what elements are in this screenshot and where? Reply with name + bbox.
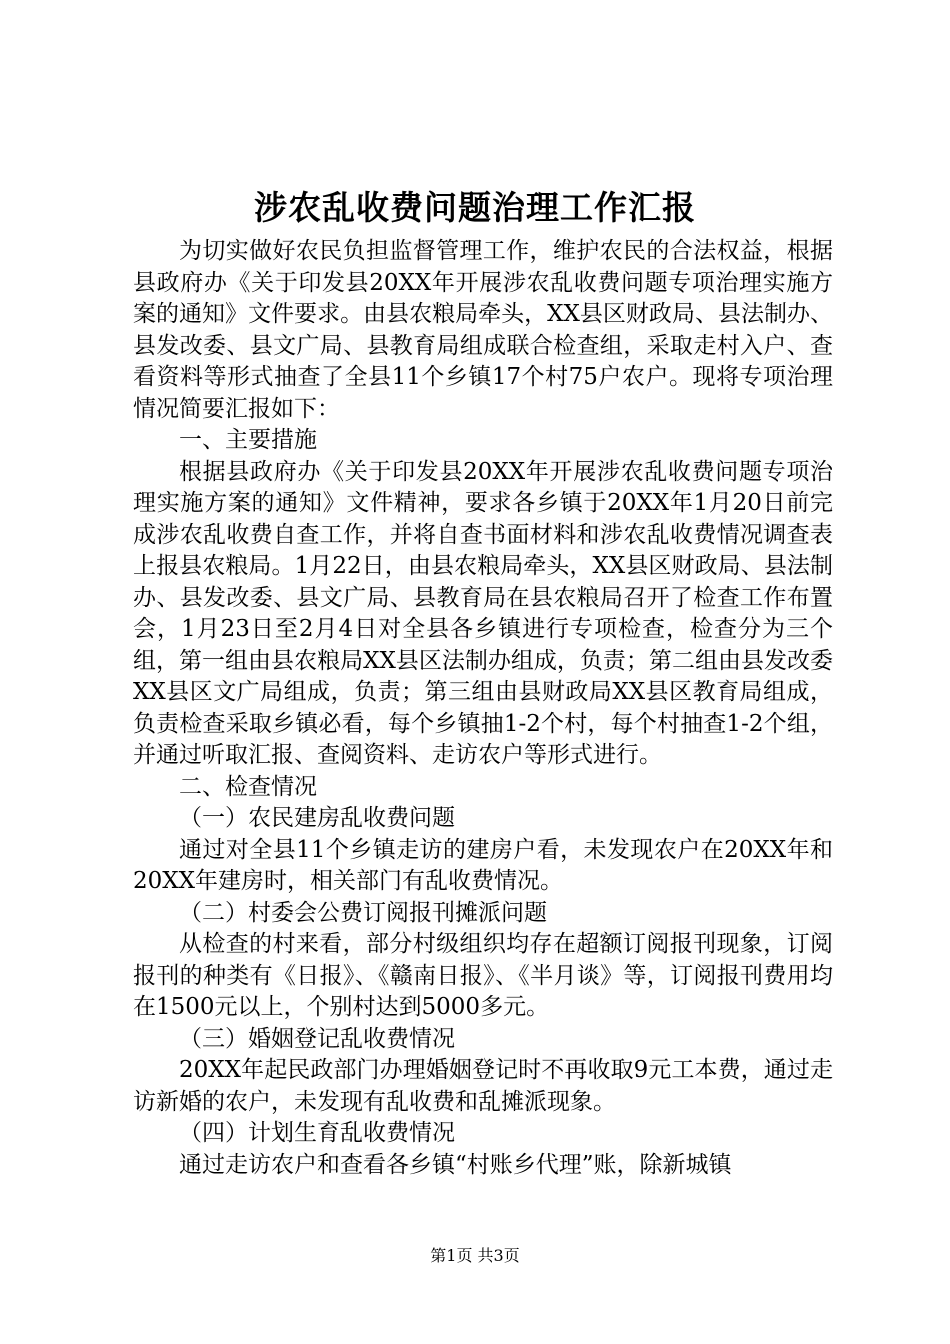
section-heading-main-measures: 一、主要措施 [179,427,317,453]
intro-paragraph: 为切实做好农民负担监督管理工作，维护农民的合法权益，根据县政府办《关于印发县20XX年开展涉农乱收费问题专项治理实施方案的通知》文件要求。由县农粮局牵头，XX县区财政局、县法制办、县发改委、县文广局、县教育局组成联合检查组，采取走村入户、查看资料等形式抽查了全县11个乡镇17个村75户农户。现将专项治理情况简要汇报如下： [133,238,833,422]
subheading-housing-fees: （一）农民建房乱收费问题 [179,805,455,831]
measures-paragraph: 根据县政府办《关于印发县20XX年开展涉农乱收费问题专项治理实施方案的通知》文件精神，要求各乡镇于20XX年1月20日前完成涉农乱收费自查工作，并将自查书面材料和涉农乱收费情况调查表上报县农粮局。1月22日，由县农粮局牵头，XX县区财政局、县法制办、县发改委、县文广局、县教育局在县农粮局召开了检查工作布置会，1月23日至2月4日对全县各乡镇进行专项检查，检查分为三个组，第一组由县农粮局XX县区法制办组成，负责；第二组由县发改委XX县区文广局组成，负责；第三组由县财政局XX县区教育局组成，负责检查采取乡镇必看，每个乡镇抽1-2个村，每个村抽查1-2个组，并通过听取汇报、查阅资料、走访农户等形式进行。 [133,458,833,768]
subheading-marriage-registration: （三）婚姻登记乱收费情况 [179,1025,455,1052]
marriage-registration-paragraph: 20XX年起民政部门办理婚姻登记时不再收取9元工本费，通过走访新婚的农户，未发现有乱收费和乱摊派现象。 [133,1057,833,1115]
housing-fees-paragraph: 通过对全县11个乡镇走访的建房户看，未发现农户在20XX年和20XX年建房时，相关部门有乱收费情况。 [133,836,833,894]
document-title: 涉农乱收费问题治理工作汇报 [254,188,696,227]
page-footer: 第1页 共3页 [430,1246,520,1265]
section-heading-inspection: 二、检查情况 [179,773,317,800]
newspaper-subscription-paragraph: 从检查的村来看，部分村级组织均存在超额订阅报刊现象，订阅报刊的种类有《日报》、《赣南日报》、《半月谈》等，订阅报刊费用均在1500元以上，个别村达到5000多元。 [133,931,833,1020]
subheading-family-planning: （四）计划生育乱收费情况 [179,1120,455,1146]
family-planning-paragraph: 通过走访农户和查看各乡镇“村账乡代理”账，除新城镇 [179,1151,732,1178]
subheading-newspaper-subscription: （二）村委会公费订阅报刊摊派问题 [179,899,547,926]
document-body [133,236,833,1181]
